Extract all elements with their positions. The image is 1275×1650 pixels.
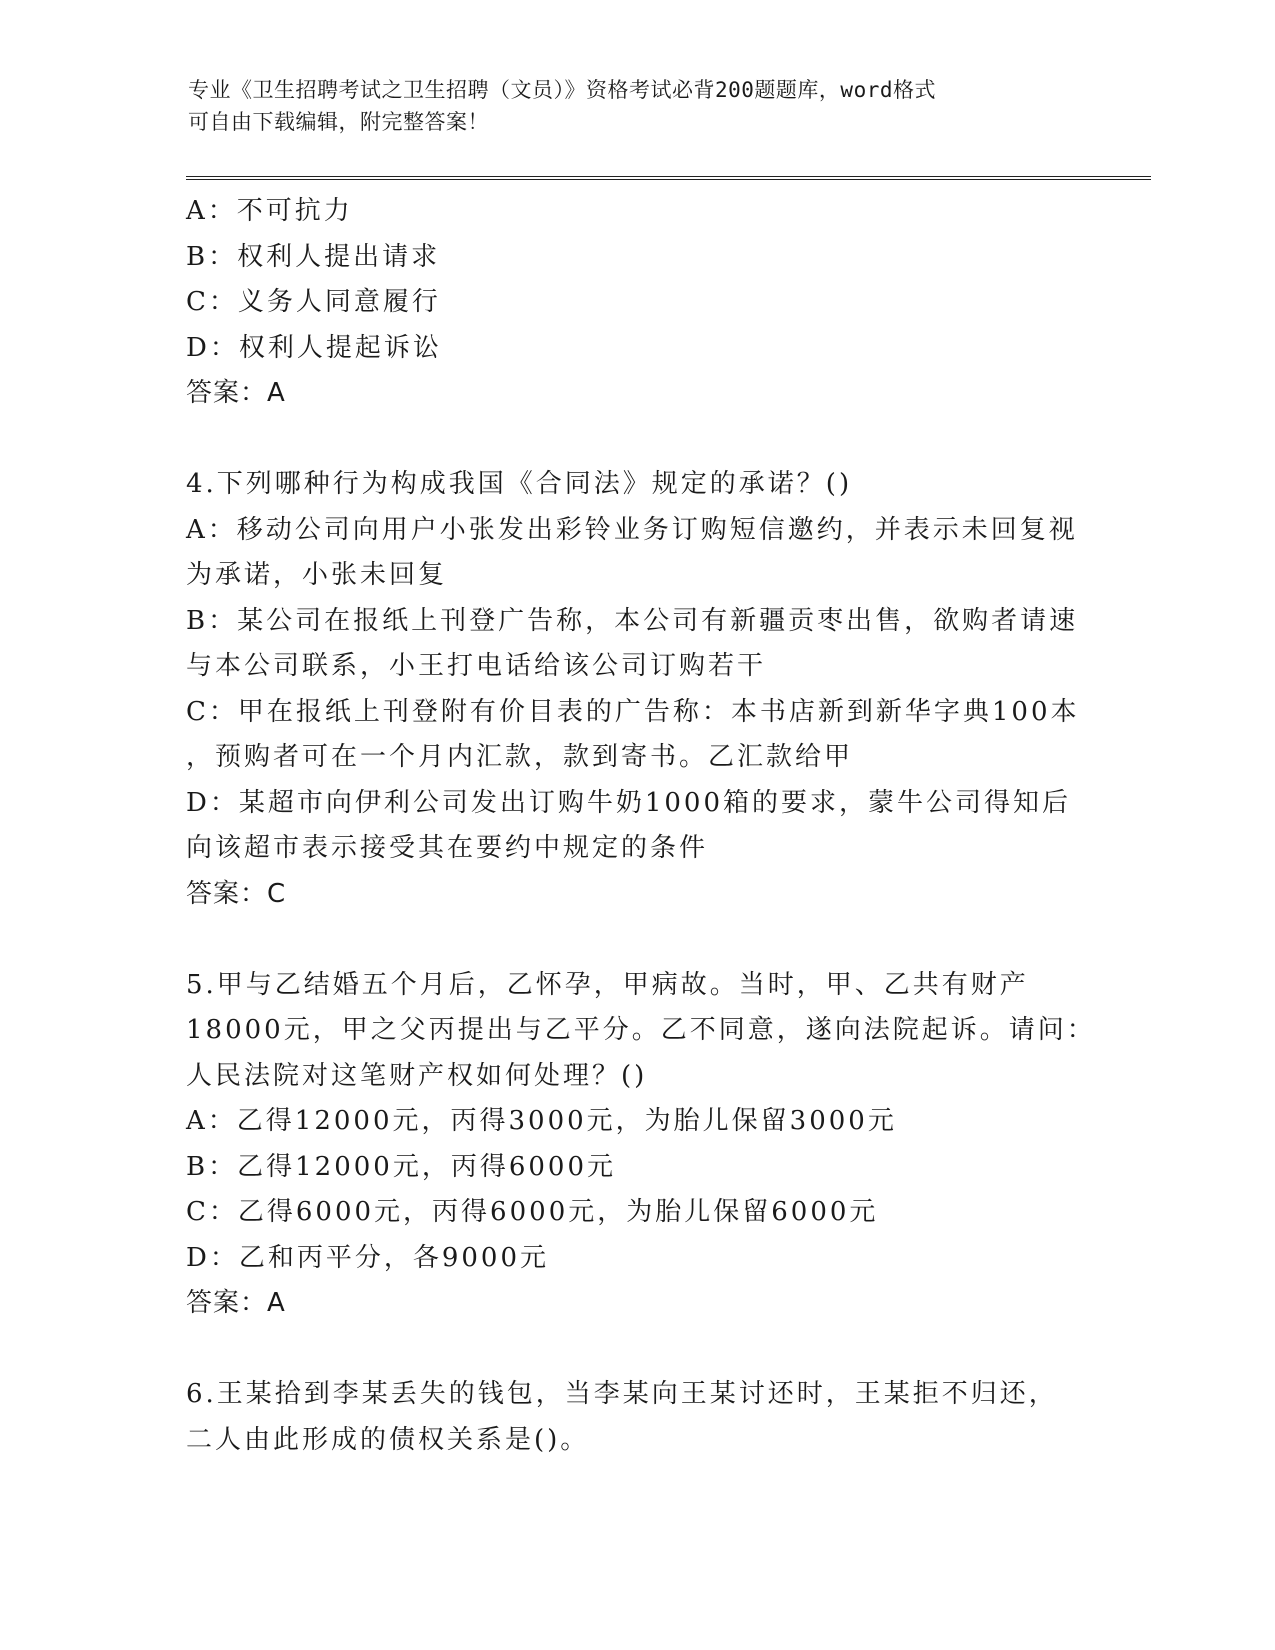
answer: 答案：C [186,878,287,909]
option-c: C：甲在报纸上刊登附有价目表的广告称：本书店新到新华字典100本 [186,696,1080,727]
option-c: C：乙得6000元，丙得6000元，为胎儿保留6000元 [186,1197,879,1227]
header-title-line-2: 可自由下载编辑，附完整答案！ [188,110,489,134]
question-stem-continued: 二人由此形成的债权关系是()。 [186,1424,590,1455]
answer: 答案：A [186,378,286,408]
option-b: B：权利人提出请求 [186,241,441,272]
option-c: C：义务人同意履行 [186,287,441,317]
question-stem-continued: 18000元，甲之父丙提出与乙平分。乙不同意，遂向法院起诉。请问： [186,1015,1096,1045]
answer: 答案：A [186,1288,286,1318]
option-d-continued: 向该超市表示接受其在要约中规定的条件 [186,833,709,863]
option-d: D：权利人提起诉讼 [186,332,442,363]
document-header [188,74,1068,138]
header-title-line-1: 专业《卫生招聘考试之卫生招聘（文员）》资格考试必背200题题库，word格式 [188,78,936,102]
question-stem-continued: 人民法院对这笔财产权如何处理？() [186,1060,648,1091]
question-6 [186,1372,1076,1463]
option-a: A：移动公司向用户小张发出彩铃业务订购短信邀约，并表示未回复视 [186,514,1078,545]
option-d: D：某超市向伊利公司发出订购牛奶1000箱的要求，蒙牛公司得知后 [186,787,1072,818]
question-stem: 6.王某拾到李某丢失的钱包，当李某向王某讨还时，王某拒不归还， [186,1379,1058,1409]
header-divider [186,176,1151,180]
question-4 [186,462,1080,917]
option-a: A：乙得12000元，丙得3000元，为胎儿保留3000元 [186,1106,897,1136]
option-a: A：不可抗力 [186,196,353,226]
question-stem: 5.甲与乙结婚五个月后，乙怀孕，甲病故。当时，甲、乙共有财产 [186,969,1029,1000]
option-b-continued: 与本公司联系，小王打电话给该公司订购若干 [186,651,767,681]
option-b: B：乙得12000元，丙得6000元 [186,1151,616,1182]
option-d: D：乙和丙平分，各9000元 [186,1242,550,1273]
option-c-continued: ，预购者可在一个月内汇款，款到寄书。乙汇款给甲 [186,742,854,772]
question-stem: 4.下列哪种行为构成我国《合同法》规定的承诺？() [186,469,853,499]
question-3 [186,189,1076,417]
option-a-continued: 为承诺，小张未回复 [186,560,448,590]
question-list [186,189,1096,1463]
question-5 [186,963,1096,1327]
option-b: B：某公司在报纸上刊登广告称，本公司有新疆贡枣出售，欲购者请速 [186,605,1079,636]
